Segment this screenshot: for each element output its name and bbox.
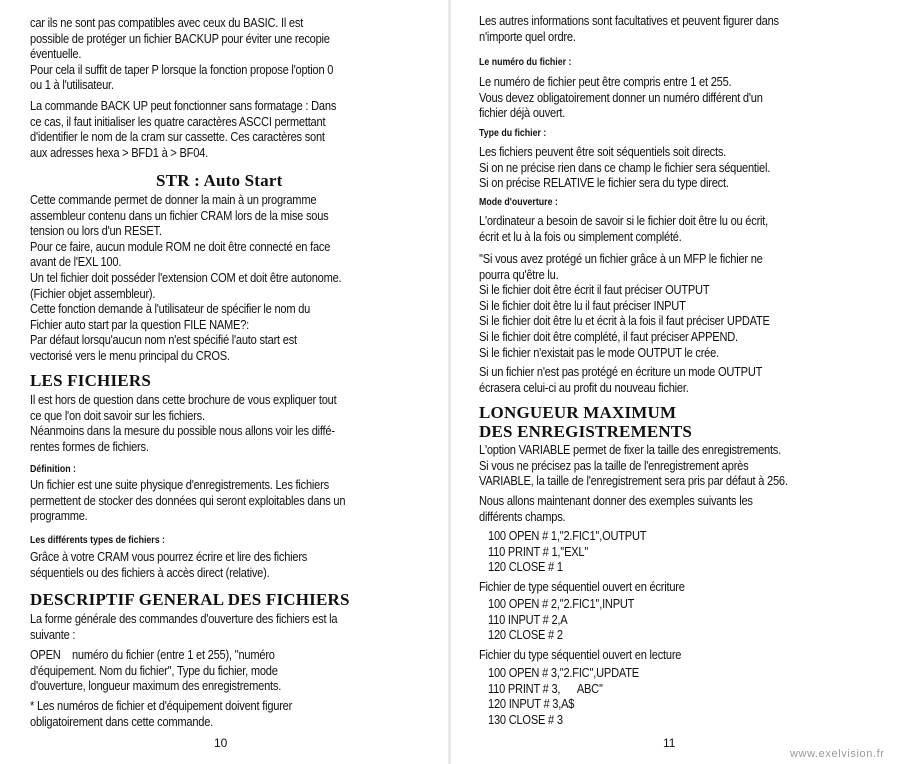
section-heading-longueur: LONGUEUR MAXIMUM DES ENREGISTREMENTS	[479, 403, 693, 441]
section-heading-str: STR : Auto Start	[156, 171, 283, 190]
paragraph: Le numéro de fichier peut être compris entre 1 et 255. Vous devez obligatoirement donner un numéro différent d'un fichier déjà ouvert.	[479, 75, 763, 121]
paragraph: Il est hors de question dans cette brochure de vous expliquer tout ce que l'on doit savoir sur les fichiers. Néanmoins dans la mesure du possible nous allons voir les diffé- rentes formes de fichiers.	[30, 393, 337, 454]
paragraph: Cette commande permet de donner la main à un programme assembleur contenu dans un fichier CRAM lors de la mise sous tension ou lors d'un RESET. Pour ce faire, aucun module ROM ne doit être connecté en face avant de l'EXL 100. Un tel fichier doit posséder l'extension COM et doit être autonome. (Fichier objet assembleur). Cette fonction demande à l'utilisateur de spécifier le nom du Fichier auto start par la question FILE NAME?: Par défaut lorsqu'aucun nom n'est spécifié l'auto start est vectorisé vers le menu principal du CROS.	[30, 193, 342, 363]
paragraph: car ils ne sont pas compatibles avec ceux du BASIC. Il est possible de protéger un fichier BACKUP pour éviter une recopie éventuelle. Pour cela il suffit de taper P lorsque la fonction propose l'option 0 ou 1 à l'utilisateur.	[30, 16, 334, 93]
watermark: www.exelvision.fr	[790, 748, 885, 760]
code-listing: 100 OPEN # 3,''2.FIC'',UPDATE 110 PRINT # 3, ABC'' 120 INPUT # 3,A$ 130 CLOSE # 3	[488, 666, 639, 727]
paragraph: La forme générale des commandes d'ouverture des fichiers est la suivante :	[30, 612, 338, 642]
subheading-mode: Mode d'ouverture :	[479, 197, 558, 208]
page-number: 11	[663, 736, 676, 750]
right-page	[450, 0, 900, 764]
paragraph: Les fichiers peuvent être soit séquentiels soit directs. Si on ne précise rien dans ce champ le fichier sera séquentiel. Si on précise RELATIVE le fichier sera du type direct.	[479, 145, 771, 191]
page-number: 10	[214, 736, 228, 750]
paragraph: Si un fichier n'est pas protégé en écriture un mode OUTPUT écrasera celui-ci au profit du nouveau fichier.	[479, 365, 763, 395]
paragraph: L'option VARIABLE permet de fixer la taille des enregistrements. Si vous ne précisez pas la taille de l'enregistrement après VARIABLE, la taille de l'enregistrement sera pris par défaut à 256.	[479, 443, 788, 489]
caption: Fichier de type séquentiel ouvert en écriture	[479, 580, 685, 594]
paragraph: Nous allons maintenant donner des exemples suivants les différents champs.	[479, 494, 753, 524]
subheading-numero: Le numéro du fichier :	[479, 57, 572, 68]
paragraph: OPEN numéro du fichier (entre 1 et 255), ''numéro d'équipement. Nom du fichier'', Type du fichier, mode d'ouverture, longueur maximum des enregistrements.	[30, 648, 282, 694]
paragraph: * Les numéros de fichier et d'équipement doivent figurer obligatoirement dans cette commande.	[30, 699, 293, 729]
section-heading-fichiers: LES FICHIERS	[30, 371, 151, 390]
paragraph: Les autres informations sont facultatives et peuvent figurer dans n'importe quel ordre.	[479, 14, 779, 44]
paragraph: Grâce à votre CRAM vous pourrez écrire et lire des fichiers séquentiels ou des fichiers à accès direct (relative).	[30, 550, 308, 580]
subheading-definition: Définition :	[30, 464, 76, 475]
section-heading-descriptif: DESCRIPTIF GENERAL DES FICHIERS	[30, 590, 350, 609]
paragraph: La commande BACK UP peut fonctionner sans formatage : Dans ce cas, il faut initialiser les quatre caractères ASCCI permettant d'identifier le nom de la cram sur cassette. Ces caractères sont aux adresses hexa > BFD1 à > BF04.	[30, 99, 337, 160]
caption: Fichier du type séquentiel ouvert en lecture	[479, 648, 682, 662]
paragraph: Un fichier est une suite physique d'enregistrements. Les fichiers permettent de stocker des données qui seront exploitables dans un programme.	[30, 478, 346, 524]
subheading-types: Les différents types de fichiers :	[30, 535, 165, 546]
subheading-type: Type du fichier :	[479, 128, 547, 139]
code-listing: 100 OPEN # 1,''2.FIC1'',OUTPUT 110 PRINT # 1,''EXL'' 120 CLOSE # 1	[488, 529, 647, 575]
paragraph: ''Si vous avez protégé un fichier grâce à un MFP le fichier ne pourra qu'être lu. Si le fichier doit être écrit il faut préciser OUTPUT Si le fichier doit être lu il faut préciser INPUT Si le fichier doit être lu et écrit à la fois il faut préciser UPDATE Si le fichier doit être complété, il faut préciser APPEND. Si le fichier n'existait pas le mode OUTPUT le crée.	[479, 252, 770, 360]
paragraph: L'ordinateur a besoin de savoir si le fichier doit être lu ou écrit, écrit et lu à la fois ou simplement complété.	[479, 214, 769, 244]
code-listing: 100 OPEN # 2,''2.FIC1'',INPUT 110 INPUT # 2,A 120 CLOSE # 2	[488, 597, 635, 643]
